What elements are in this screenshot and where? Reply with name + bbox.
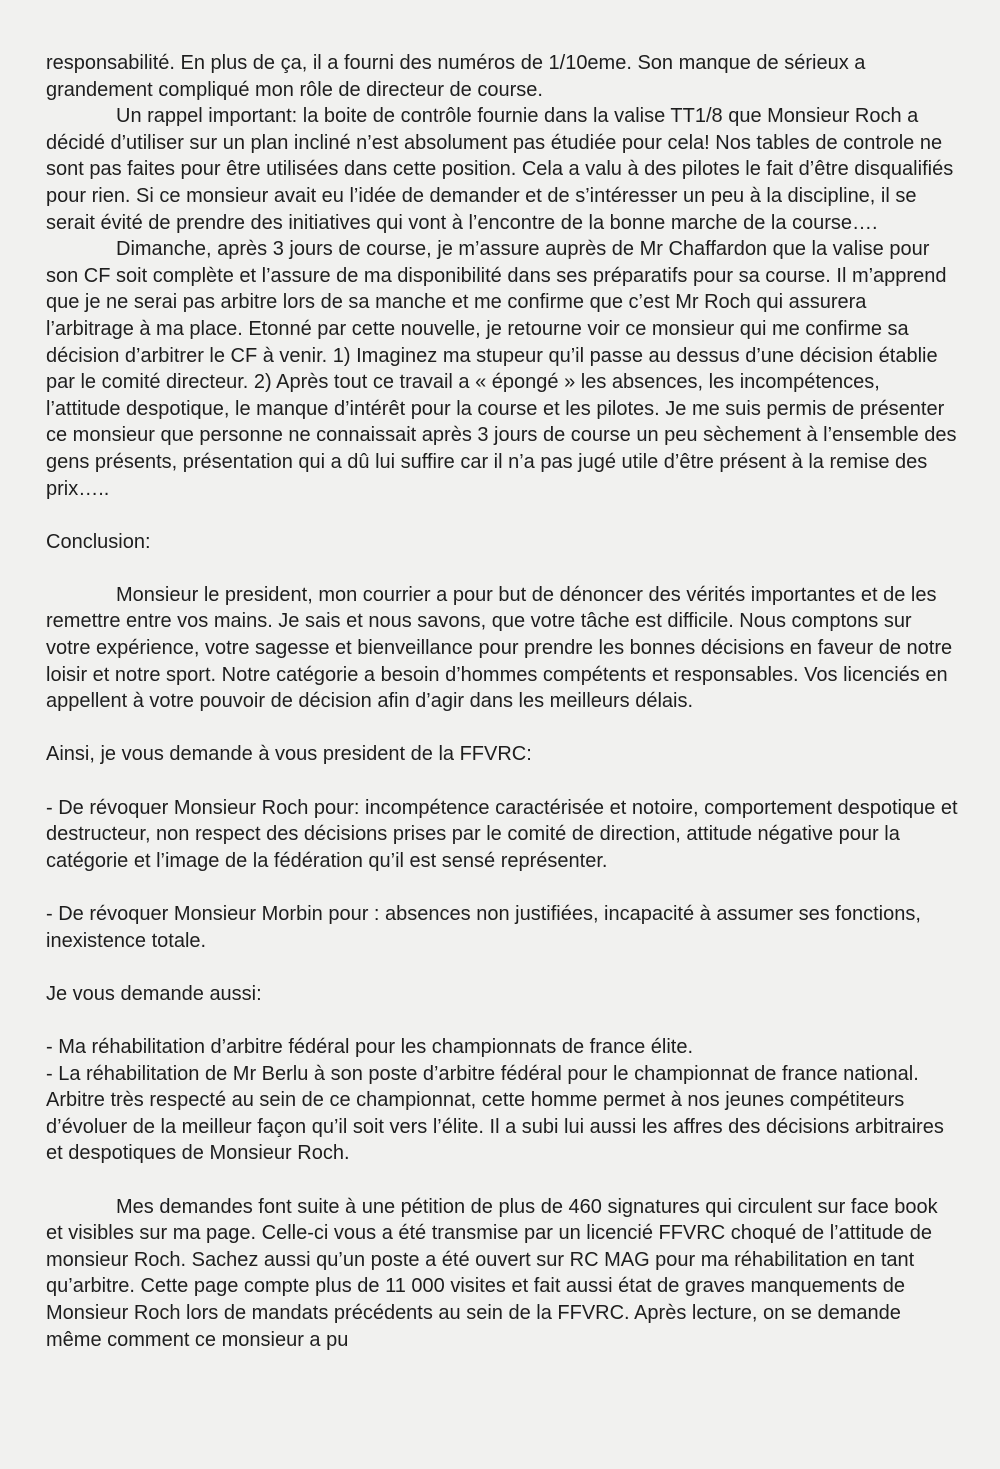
spacer [46, 1007, 958, 1034]
request-rehabilitation-berlu: - La réhabilitation de Mr Berlu à son poste d’arbitre fédéral pour le championnat de france national. Arbitre très respecté au sein de ce championnat, cette homme permet à nos jeunes compétiteurs d’évoluer de la meilleur façon qu’il soit vers l’élite. Il a subi lui aussi les affres des décisions arbitraires et despotiques de Monsieur Roch. [46, 1062, 944, 1165]
spacer [46, 954, 958, 981]
spacer [46, 555, 958, 582]
spacer [46, 874, 958, 901]
paragraph-mes-demandes: Mes demandes font suite à une pétition de plus de 460 signatures qui circulent sur face book et visibles sur ma page. Celle-ci vous a été transmise par un licencié FFVRC choqué de l’attitude de monsieur Roch. Sachez aussi qu’un poste a été ouvert sur RC MAG pour ma réhabilitation en tant qu’arbitre. Cette page compte plus de 11 000 visites et fait aussi état de graves manquements de Monsieur Roch lors de mandats précédents au sein de la FFVRC. Après lecture, on se demande même comment ce monsieur a pu [46, 1195, 938, 1351]
paragraph-dimanche: Dimanche, après 3 jours de course, je m’assure auprès de Mr Chaffardon que la valise pour son CF soit complète et l’assure de ma disponibilité dans ses préparatifs pour sa course. Il m’apprend que je ne serai pas arbitre lors de sa manche et me confirme que c’est Mr Roch qui assurera l’arbitrage à ma place. Etonné par cette nouvelle, je retourne voir ce monsieur qui me confirme sa décision d’arbitrer le CF à venir. 1) Imaginez ma stupeur qu’il passe au dessus d’une décision établie par le comité directeur. 2) Après tout ce travail a « épongé » les absences, les incompétences, l’attitude despotique, le manque d’intérêt pour la course et les pilotes. Je me suis permis de présenter ce monsieur que personne ne connaissait après 3 jours de course un peu sèchement à l’ensemble des gens présents, présentation qui a dû lui suffire car il n’a pas jugé utile d’être présent à la remise des prix….. [46, 238, 957, 500]
request-rehabilitation-self: - Ma réhabilitation d’arbitre fédéral pour les championnats de france élite. [46, 1035, 694, 1058]
paragraph-monsieur-le-president: Monsieur le president, mon courrier a pour but de dénoncer des vérités importantes et de les remettre entre vos mains. Je sais et nous savons, que votre tâche est difficile. Nous comptons sur votre expérience, votre sagesse et bienveillance pour prendre les bonnes décisions en faveur de notre loisir et notre sport. Notre catégorie a besoin d’hommes compétents et responsables. Vos licenciés en appellent à votre pouvoir de décision afin d’agir dans les meilleurs délais. [46, 583, 953, 713]
spacer [46, 768, 958, 795]
paragraph-rappel-important: Un rappel important: la boite de contrôle fournie dans la valise TT1/8 que Monsieur Roch a décidé d’utiliser sur un plan incliné n’est absolument pas étudiée pour cela! Nos tables de controle ne sont pas faites pour être utilisées dans cette position. Cela a valu à des pilotes le fait d’être disqualifiés pour rien. Si ce monsieur avait eu l’idée de demander et de s’intéresser un peu à la discipline, il se serait évité de prendre des initiatives qui vont à l’encontre de la bonne marche de la course…. [46, 105, 954, 234]
request-revoke-roch: - De révoquer Monsieur Roch pour: incompétence caractérisée et notoire, comportement despotique et destructeur, non respect des décisions prises par le comité de direction, attitude négative pour la catégorie et l’image de la fédération qu’il est sensé représenter. [46, 796, 958, 872]
heading-conclusion: Conclusion: [46, 530, 151, 553]
spacer [46, 715, 958, 742]
spacer [46, 1167, 958, 1194]
request-revoke-morbin: - De révoquer Monsieur Morbin pour : absences non justifiées, incapacité à assumer ses fonctions, inexistence totale. [46, 903, 921, 952]
paragraph-ainsi: Ainsi, je vous demande à vous president de la FFVRC: [46, 743, 532, 766]
spacer [46, 502, 958, 529]
paragraph-responsabilite: responsabilité. En plus de ça, il a fourni des numéros de 1/10eme. Son manque de sérieux a grandement compliqué mon rôle de directeur de course. [46, 52, 866, 101]
letter-page [46, 50, 958, 1353]
paragraph-je-vous-demande-aussi: Je vous demande aussi: [46, 982, 262, 1005]
